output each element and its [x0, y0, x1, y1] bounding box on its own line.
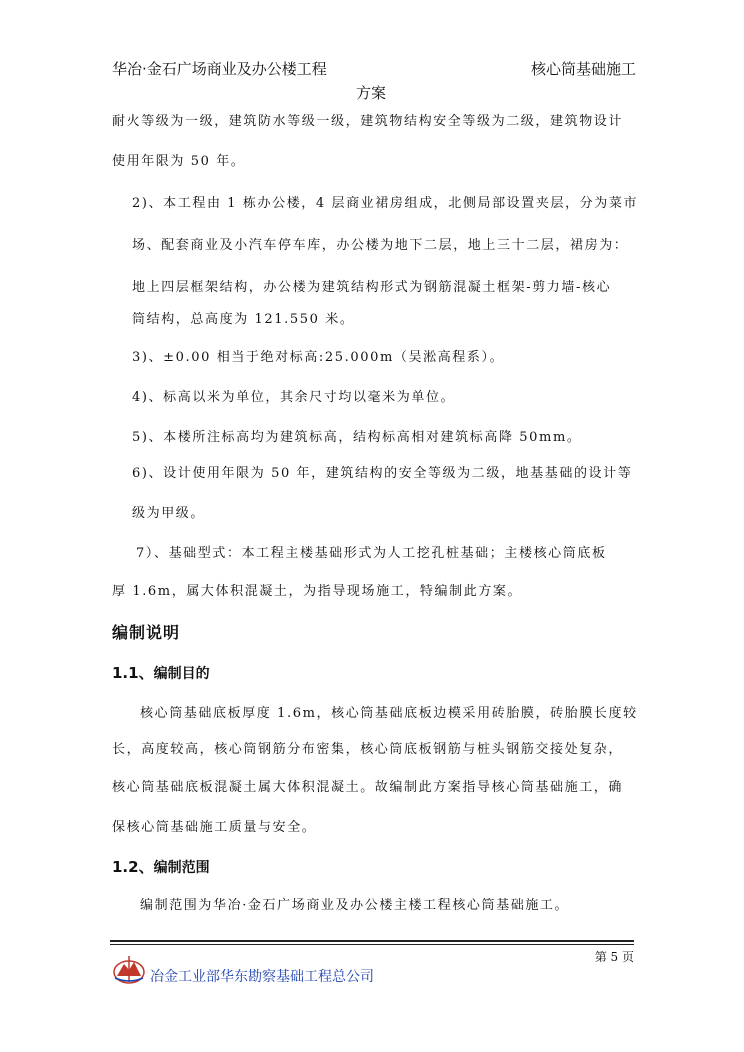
body-line: 场、配套商业及小汽车停车库，办公楼为地下二层，地上三十二层，裙房为： — [132, 238, 629, 253]
body-line: 3)、±0.00 相当于绝对标高:25.000m（吴淞高程系）。 — [132, 350, 505, 365]
company-name: 冶金工业部华东勘察基础工程总公司 — [150, 969, 374, 985]
body-line: 地上四层框架结构，办公楼为建筑结构形式为钢筋混凝土框架-剪力墙-核心 — [132, 280, 612, 295]
subsection-number: 1.1、 — [112, 664, 154, 682]
body-line: 保核心筒基础施工质量与安全。 — [112, 820, 317, 835]
body-line: 2)、本工程由 1 栋办公楼，4 层商业裙房组成，北侧局部设置夹层，分为菜市 — [132, 196, 639, 211]
section-title: 编制说明 — [112, 623, 181, 642]
subsection-heading-2 — [112, 856, 210, 877]
body-line: 核心筒基础底板混凝土属大体积混凝土。故编制此方案指导核心筒基础施工，确 — [112, 780, 624, 795]
footer-rule-thick — [110, 940, 634, 942]
header-doc-title: 核心筒基础施工 — [530, 60, 636, 78]
body-line: 长，高度较高，核心筒钢筋分布密集，核心筒底板钢筋与桩头钢筋交接处复杂， — [112, 742, 624, 757]
page-number: 第 5 页 — [594, 950, 634, 964]
body-line: 筒结构，总高度为 121.550 米。 — [132, 312, 355, 327]
company-logo-icon — [112, 952, 146, 986]
body-line: 厚 1.6m，属大体积混凝土，为指导现场施工，特编制此方案。 — [112, 584, 523, 599]
body-line: 4)、标高以米为单位，其余尺寸均以毫米为单位。 — [132, 390, 456, 405]
body-line: 级为甲级。 — [132, 506, 206, 521]
subsection-title: 编制目的 — [153, 666, 210, 682]
body-line: 使用年限为 50 年。 — [112, 154, 246, 169]
body-line: 核心筒基础底板厚度 1.6m，核心筒基础底板边模采用砖胎膜，砖胎膜长度较 — [140, 706, 638, 721]
body-line: 5)、本楼所注标高均为建筑标高，结构标高相对建筑标高降 50mm。 — [132, 430, 582, 445]
subsection-title: 编制范围 — [153, 860, 210, 876]
body-line: 耐火等级为一级，建筑防水等级一级，建筑物结构安全等级为二级，建筑物设计 — [112, 114, 624, 129]
footer-rule-thin — [110, 944, 634, 945]
body-line: 6)、设计使用年限为 50 年，建筑结构的安全等级为二级，地基基础的设计等 — [132, 466, 633, 481]
body-line: 7）、基础型式：本工程主楼基础形式为人工挖孔桩基础；主楼核心筒底板 — [136, 546, 607, 561]
header-doc-title-cont: 方案 — [356, 84, 387, 102]
body-line: 编制范围为华冶·金石广场商业及办公楼主楼工程核心筒基础施工。 — [140, 898, 570, 913]
subsection-number: 1.2、 — [112, 858, 154, 876]
subsection-heading-1 — [112, 662, 210, 683]
header-project-name: 华冶·金石广场商业及办公楼工程 — [112, 60, 327, 78]
